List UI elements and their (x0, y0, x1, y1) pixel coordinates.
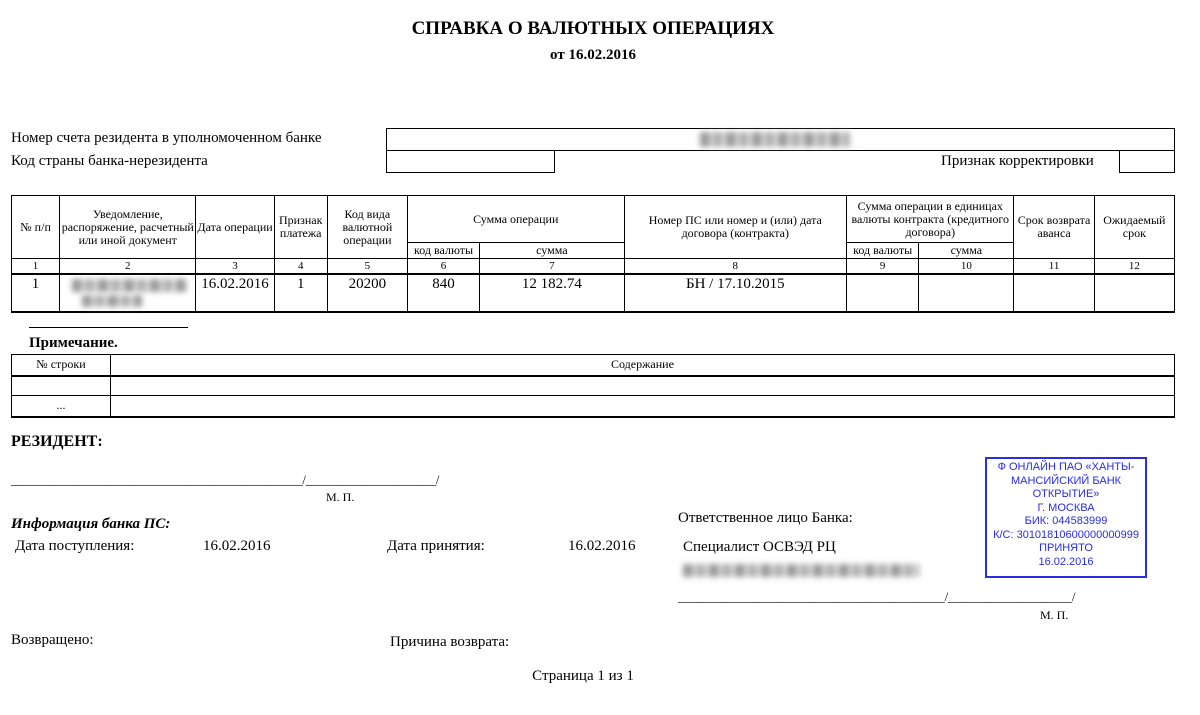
col-index: 6 (407, 259, 479, 274)
table-row (12, 274, 1175, 312)
returned-label: Возвращено: (11, 632, 94, 648)
col-header-date: Дата операции (196, 196, 274, 259)
redacted-document (82, 295, 142, 307)
col-index: 10 (919, 259, 1014, 274)
resident-signature-line: _______________________________________________/_____________________/ (11, 472, 440, 487)
cell-num: 1 (12, 274, 60, 312)
col-header-contract-currency-code: код валюты (847, 243, 919, 259)
col-header-advance-term: Срок возврата аванса (1014, 196, 1094, 259)
responsible-signature-line: ___________________________________________/____________________/ (678, 589, 1076, 604)
cell-contract-currency-code (847, 274, 919, 312)
stamp-line: К/С: 30101810600000000999 (993, 528, 1139, 541)
col-index: 7 (480, 259, 624, 274)
col-index: 12 (1094, 259, 1174, 274)
col-header-document: Уведомление, распоряжение, расчетный или иной документ (60, 196, 196, 259)
col-header-contract-sum: сумма (919, 243, 1014, 259)
cell-document (60, 274, 196, 312)
responsible-mp: М. П. (1040, 608, 1069, 622)
col-header-op-code: Код вида валютной операции (327, 196, 407, 259)
col-index: 3 (196, 259, 274, 274)
redacted-responsible-name (683, 564, 919, 577)
stamp-line: 16.02.2016 (1038, 555, 1094, 568)
document-title: СПРАВКА О ВАЛЮТНЫХ ОПЕРАЦИЯХ (411, 18, 775, 39)
notes-cell (110, 376, 1174, 396)
cell-sum: 12 182.74 (480, 274, 624, 312)
page-number: Страница 1 из 1 (532, 668, 634, 684)
col-header-payment: Признак платежа (274, 196, 327, 259)
received-date-label: Дата поступления: (15, 538, 135, 554)
col-index: 1 (12, 259, 60, 274)
responsible-position: Специалист ОСВЭД РЦ (683, 539, 836, 555)
col-header-currency-code: код валюты (407, 243, 479, 259)
stamp-line: Г. МОСКВА (1037, 501, 1095, 514)
cell-currency-code: 840 (407, 274, 479, 312)
country-code-box (386, 150, 555, 173)
account-number-label: Номер счета резидента в уполномоченном банке (11, 130, 322, 146)
col-header-amount: Сумма операции (407, 196, 624, 243)
country-code-label: Код страны банка-нерезидента (11, 153, 208, 169)
col-header-sum: сумма (480, 243, 624, 259)
col-index: 2 (60, 259, 196, 274)
notes-title: Примечание. (29, 335, 118, 351)
notes-col-line: № строки (12, 355, 111, 376)
cell-ps: БН / 17.10.2015 (624, 274, 847, 312)
cell-contract-sum (919, 274, 1014, 312)
account-number-box (386, 128, 1175, 151)
notes-table (11, 354, 1175, 418)
received-date-value: 16.02.2016 (203, 538, 271, 554)
notes-cell (110, 396, 1174, 417)
notes-ellipsis: ... (12, 396, 111, 417)
stamp-line: Ф ОНЛАЙН ПАО «ХАНТЫ- (997, 461, 1135, 473)
notes-cell (12, 376, 111, 396)
stamp-line: МАНСИЙСКИЙ БАНК (1010, 474, 1122, 487)
col-header-num: № п/п (12, 196, 60, 259)
col-header-contract-amount: Сумма операции в единицах валюты контракта (кредитного договора) (847, 196, 1014, 243)
resident-mp: М. П. (326, 490, 355, 504)
col-header-ps: Номер ПС или номер и (или) дата договора (контракта) (624, 196, 847, 259)
cell-advance-term (1014, 274, 1094, 312)
col-header-expected-term: Ожидаемый срок (1094, 196, 1174, 259)
redacted-account-number (700, 132, 850, 147)
col-index: 5 (327, 259, 407, 274)
col-index: 9 (847, 259, 919, 274)
cell-date: 16.02.2016 (196, 274, 274, 312)
col-index: 4 (274, 259, 327, 274)
redacted-document (72, 279, 187, 292)
col-index: 8 (624, 259, 847, 274)
bank-info-title: Информация банка ПС: (11, 516, 171, 532)
accepted-date-value: 16.02.2016 (568, 538, 636, 554)
resident-title: РЕЗИДЕНТ: (11, 433, 103, 450)
accepted-date-label: Дата принятия: (387, 538, 485, 554)
notes-divider (29, 327, 188, 328)
operations-table (11, 195, 1175, 313)
stamp-line: ПРИНЯТО (1039, 542, 1093, 554)
correction-label: Признак корректировки (941, 153, 1094, 169)
cell-expected-term (1094, 274, 1174, 312)
correction-box (1119, 150, 1175, 173)
stamp-line: БИК: 044583999 (1024, 515, 1108, 527)
cell-op-code: 20200 (327, 274, 407, 312)
return-reason-label: Причина возврата: (390, 634, 510, 650)
document-date: от 16.02.2016 (550, 47, 636, 63)
stamp-line: ОТКРЫТИЕ» (1032, 488, 1100, 500)
notes-col-content: Содержание (110, 355, 1174, 376)
cell-payment: 1 (274, 274, 327, 312)
col-index: 11 (1014, 259, 1094, 274)
bank-stamp (985, 457, 1147, 578)
responsible-title: Ответственное лицо Банка: (678, 510, 853, 526)
